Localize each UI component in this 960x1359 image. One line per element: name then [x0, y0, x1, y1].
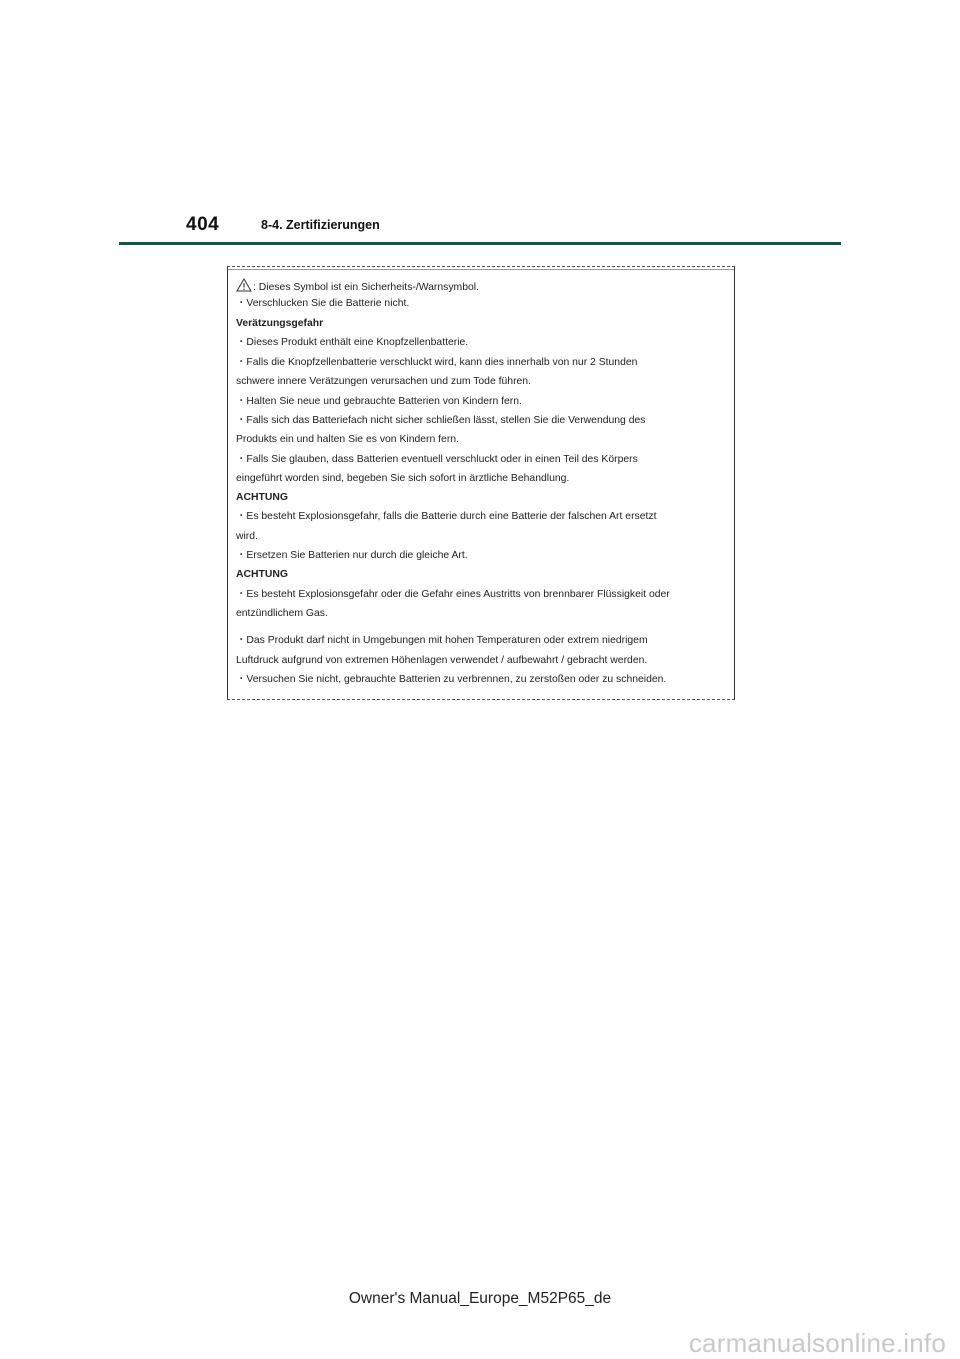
certificate-line-text: ・Falls die Knopfzellenbatterie verschluckt wird, kann dies innerhalb von nur 2 Stunden [236, 357, 638, 368]
certificate-line [236, 297, 409, 310]
certificate-line-text: ・Dieses Produkt enthält eine Knopfzellenbatterie. [236, 337, 469, 348]
certificate-line [236, 530, 258, 543]
certificate-line-text: wird. [236, 531, 258, 542]
certificate-line [236, 654, 647, 667]
certificate-line-text: ・Es besteht Explosionsgefahr, falls die Batterie durch eine Batterie der falschen Art ersetzt [236, 511, 657, 522]
certificate-line-text: Verätzungsgefahr [236, 318, 324, 329]
certificate-line-text: ・Halten Sie neue und gebrauchte Batterien von Kindern fern. [236, 396, 522, 407]
certificate-line [236, 453, 638, 466]
certificate-line [236, 673, 666, 686]
certificate-line-text: entzündlichem Gas. [236, 608, 328, 619]
certificate-line-text: schwere innere Verätzungen verursachen und zum Tode führen. [236, 376, 531, 387]
certificate-line [236, 588, 670, 601]
header-divider [119, 242, 841, 245]
certificate-line [236, 491, 288, 504]
certificate-line-text: ・Versuchen Sie nicht, gebrauchte Batterien zu verbrennen, zu zerstoßen oder zu schneiden. [236, 674, 667, 685]
certificate-line [236, 278, 479, 294]
certificate-line [236, 472, 569, 485]
certificate-line-text: ・Es besteht Explosionsgefahr oder die Gefahr eines Austritts von brennbarer Flüssigkeit oder [236, 589, 670, 600]
certificate-line-text: : Dieses Symbol ist ein Sicherheits-/Warnsymbol. [253, 282, 479, 293]
certificate-line-text: ・Falls sich das Batteriefach nicht sicher schließen lässt, stellen Sie die Verwendung des [236, 415, 646, 426]
certificate-line [236, 395, 522, 408]
certificate-line [236, 317, 323, 330]
certificate-line [236, 433, 459, 446]
certificate-line-text: eingeführt worden sind, begeben Sie sich sofort in ärztliche Behandlung. [236, 473, 570, 484]
warning-triangle-icon [236, 278, 252, 292]
certification-box [227, 266, 735, 700]
certificate-line [236, 414, 645, 427]
watermark: carmanualsonline.info [688, 1328, 946, 1358]
certificate-line [236, 549, 468, 562]
certificate-line [236, 375, 531, 388]
certificate-line [236, 634, 648, 647]
certificate-line-text: ACHTUNG [236, 492, 288, 503]
certificate-line-text: ・Verschlucken Sie die Batterie nicht. [236, 298, 410, 309]
certificate-line [236, 356, 637, 369]
certificate-line-text: Luftdruck aufgrund von extremen Höhenlagen verwendet / aufbewahrt / gebracht werden. [236, 655, 648, 666]
manual-id-footer: Owner's Manual_Europe_M52P65_de [348, 1290, 612, 1307]
certificate-line-text: Produkts ein und halten Sie es von Kindern fern. [236, 434, 459, 445]
section-title: 8-4. Zertifizierungen [261, 218, 380, 232]
certificate-line [236, 510, 656, 523]
certificate-line-text: ・Falls Sie glauben, dass Batterien eventuell verschluckt oder in einen Teil des Körpers [236, 454, 638, 465]
certificate-line [236, 336, 468, 349]
certificate-line [236, 607, 328, 620]
certificate-line-text: ・Ersetzen Sie Batterien nur durch die gleiche Art. [236, 550, 468, 561]
certification-text [228, 269, 734, 699]
certificate-line-text: ACHTUNG [236, 569, 288, 580]
page-header [0, 0, 960, 250]
certificate-line-text: ・Das Produkt darf nicht in Umgebungen mit hohen Temperaturen oder extrem niedrigem [236, 635, 648, 646]
page-number: 404 [186, 214, 220, 235]
certificate-line [236, 568, 288, 581]
